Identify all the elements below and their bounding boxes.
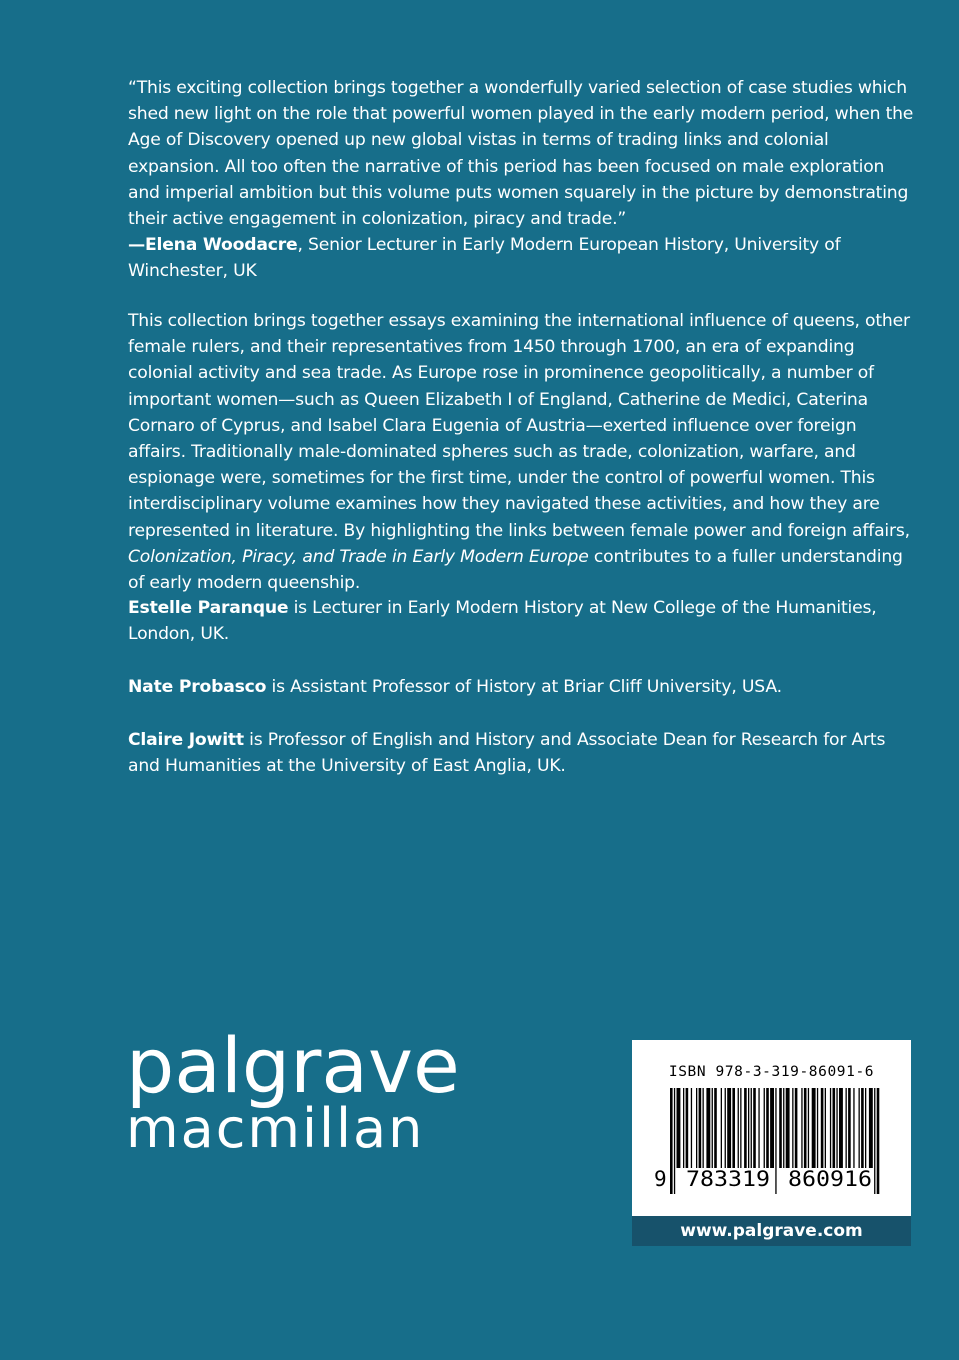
endorsement-quote <box>128 75 918 285</box>
barcode-bar <box>740 1088 741 1168</box>
barcode-digits-right: 860916 <box>788 1167 872 1191</box>
barcode-bar <box>795 1088 798 1168</box>
publisher-logo-macmillan: macmillan <box>126 1097 425 1160</box>
barcode-bar <box>738 1088 739 1168</box>
barcode-bar <box>786 1088 790 1168</box>
book-description <box>128 308 918 596</box>
description-book-title: Colonization, Piracy, and Trade in Early Modern Europe <box>128 546 589 567</box>
barcode-bar <box>751 1088 752 1168</box>
barcode-bar <box>766 1088 769 1168</box>
barcode-digit-first: 9 <box>654 1167 667 1191</box>
barcode-bar <box>770 1088 774 1168</box>
barcode-bar <box>839 1088 843 1168</box>
publisher-website: www.palgrave.com <box>632 1216 911 1246</box>
barcode-bar <box>686 1088 689 1168</box>
author-name: Nate Probasco <box>128 677 267 697</box>
barcode-bar <box>877 1088 880 1194</box>
author-bio-text: is Lecturer in Early Modern History at New College of the Humanities, London, UK. <box>128 598 877 645</box>
barcode-bar <box>817 1088 818 1168</box>
barcode-bar <box>808 1088 809 1168</box>
barcode-bar <box>792 1088 793 1168</box>
barcode-bar <box>732 1088 735 1168</box>
description-text-after: contributes to a fuller understanding of early modern queenship. <box>128 546 903 594</box>
barcode-bar <box>691 1088 692 1168</box>
barcode-bar <box>775 1088 776 1194</box>
barcode-bar <box>764 1088 765 1168</box>
author-bio <box>128 674 918 700</box>
barcode-bar <box>846 1088 847 1168</box>
barcode-bar <box>674 1088 675 1194</box>
author-bio <box>128 727 918 779</box>
isbn-label: ISBN 978-3-319-86091-6 <box>668 1064 875 1080</box>
barcode-bar <box>821 1088 824 1168</box>
barcode-bar <box>859 1088 860 1168</box>
publisher-logo-palgrave: palgrave <box>126 1021 460 1110</box>
barcode-digits-left: 783319 <box>686 1167 770 1191</box>
barcode-bar <box>804 1088 807 1168</box>
barcode-bar <box>869 1088 873 1168</box>
barcode-bar <box>727 1088 731 1168</box>
barcode-bar <box>825 1088 826 1168</box>
author-name: Estelle Paranque <box>128 598 289 618</box>
author-bio-text: is Assistant Professor of History at Briar Cliff University, USA. <box>266 677 782 697</box>
barcode-bar <box>699 1088 702 1168</box>
barcode-graphic <box>632 1040 911 1216</box>
quote-attribution-role: , Senior Lecturer in Early Modern European History, University of Winchester, UK <box>128 235 841 282</box>
quote-text: “This exciting collection brings together a wonderfully varied selection of case studies which shed new light on the role that powerful women played in the early modern period, when the Age of Discovery opened up new global vistas in terms of trading links and colonial expansion. All too often the narrative of this period has been focused on male exploration and imperial ambition but this volume puts women squarely in the picture by demonstrating their active engagement in colonization, piracy and trade.” <box>128 78 914 230</box>
barcode-bar <box>748 1088 749 1168</box>
barcode-bar <box>714 1088 717 1168</box>
description-text-before: This collection brings together essays examining the international influence of queens, other female rulers, and their representatives from 1450 through 1700, an era of expanding colonial activity and sea trade. As Europe rose in prominence geopolitically, a number of important women—such as Queen Elizabeth I of England, Catherine de Medici, Caterina Cornaro of Cyprus, and Isabel Clara Eugenia of Austria—exerted influence over foreign affairs. Traditionally male-dominated spheres such as trade, colonization, warfare, and espionage were, sometimes for the first time, under the control of powerful women. This interdisciplinary volume examines how they navigated these activities, and how they are represented in literature. By highlighting the links between female power and foreign affairs, <box>128 311 910 541</box>
barcode-bar <box>853 1088 854 1168</box>
barcode-bar <box>848 1088 851 1168</box>
barcode-bar <box>683 1088 684 1168</box>
barcode-bar <box>865 1088 866 1168</box>
barcode-bar <box>744 1088 747 1168</box>
barcode-bar <box>783 1088 784 1168</box>
barcode-bar <box>812 1088 816 1168</box>
barcode-bar <box>833 1088 836 1168</box>
barcode-bar <box>836 1088 837 1168</box>
barcode-bar <box>670 1088 673 1194</box>
author-name: Claire Jowitt <box>128 730 244 750</box>
author-bio-text: is Professor of English and History and Associate Dean for Research for Arts and Humanities at the University of East Anglia, UK. <box>128 730 886 777</box>
barcode-bar <box>696 1088 697 1168</box>
barcode-bar <box>801 1088 802 1168</box>
barcode-bar <box>830 1088 831 1168</box>
barcode-bar <box>861 1088 864 1168</box>
barcode-panel <box>632 1040 911 1246</box>
barcode-bar <box>677 1088 681 1168</box>
barcode-bar <box>725 1088 726 1168</box>
quote-attribution-name: —Elena Woodacre <box>128 235 298 256</box>
barcode-bar <box>753 1088 756 1168</box>
barcode-bar <box>758 1088 759 1168</box>
barcode-bar <box>874 1088 875 1194</box>
barcode-bar <box>721 1088 722 1168</box>
barcode-bar <box>706 1088 710 1168</box>
barcode-bar <box>703 1088 704 1168</box>
barcode-bar <box>712 1088 713 1168</box>
barcode-bar <box>779 1088 782 1168</box>
author-bio <box>128 595 918 647</box>
